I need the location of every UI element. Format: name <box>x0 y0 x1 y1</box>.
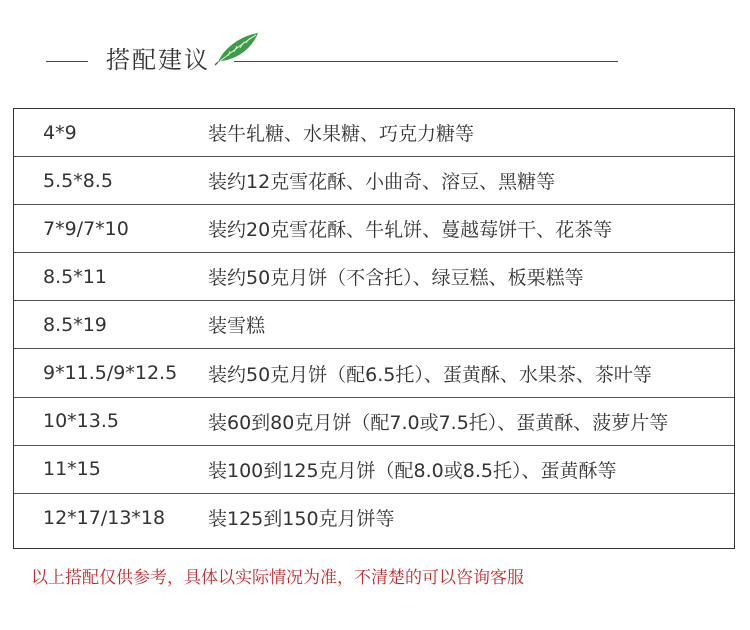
description-cell: 装牛轧糖、水果糖、巧克力糖等 <box>208 123 475 146</box>
leaf-icon <box>214 30 262 66</box>
description-cell: 装约50克月饼（配6.5托）、蛋黄酥、水果茶、茶叶等 <box>208 363 652 386</box>
table-row <box>14 157 734 205</box>
size-cell: 12*17/13*18 <box>43 506 166 529</box>
description-cell: 装约20克雪花酥、牛轧饼、蔓越莓饼干、花茶等 <box>208 219 613 242</box>
section-title: 搭配建议 <box>106 46 210 74</box>
size-cell: 7*9/7*10 <box>43 217 129 240</box>
section-header <box>0 0 750 100</box>
suggestion-table <box>13 108 735 549</box>
size-cell: 9*11.5/9*12.5 <box>43 362 178 385</box>
table-row <box>14 398 734 446</box>
table-row <box>14 205 734 253</box>
table-row <box>14 109 734 157</box>
size-cell: 8.5*19 <box>43 313 107 336</box>
description-cell: 装约12克雪花酥、小曲奇、溶豆、黑糖等 <box>208 171 556 194</box>
table-row <box>14 349 734 397</box>
description-cell: 装约50克月饼（不含托）、绿豆糕、板栗糕等 <box>208 267 584 290</box>
description-cell: 装100到125克月饼（配8.0或8.5托）、蛋黄酥等 <box>208 459 617 482</box>
header-line-right <box>234 61 618 62</box>
size-cell: 8.5*11 <box>43 265 107 288</box>
table-row <box>14 253 734 301</box>
description-cell: 装60到80克月饼（配7.0或7.5托）、蛋黄酥、菠萝片等 <box>208 411 669 434</box>
header-dash-left <box>46 61 88 62</box>
table-row <box>14 301 734 349</box>
table-row <box>14 494 734 542</box>
size-cell: 11*15 <box>43 458 101 481</box>
footnote: 以上搭配仅供参考，具体以实际情况为准，不清楚的可以咨询客服 <box>31 568 524 588</box>
description-cell: 装125到150克月饼等 <box>208 508 395 531</box>
description-cell: 装雪糕 <box>208 315 266 338</box>
size-cell: 4*9 <box>43 121 77 144</box>
size-cell: 10*13.5 <box>43 410 119 433</box>
table-row <box>14 446 734 494</box>
size-cell: 5.5*8.5 <box>43 169 113 192</box>
